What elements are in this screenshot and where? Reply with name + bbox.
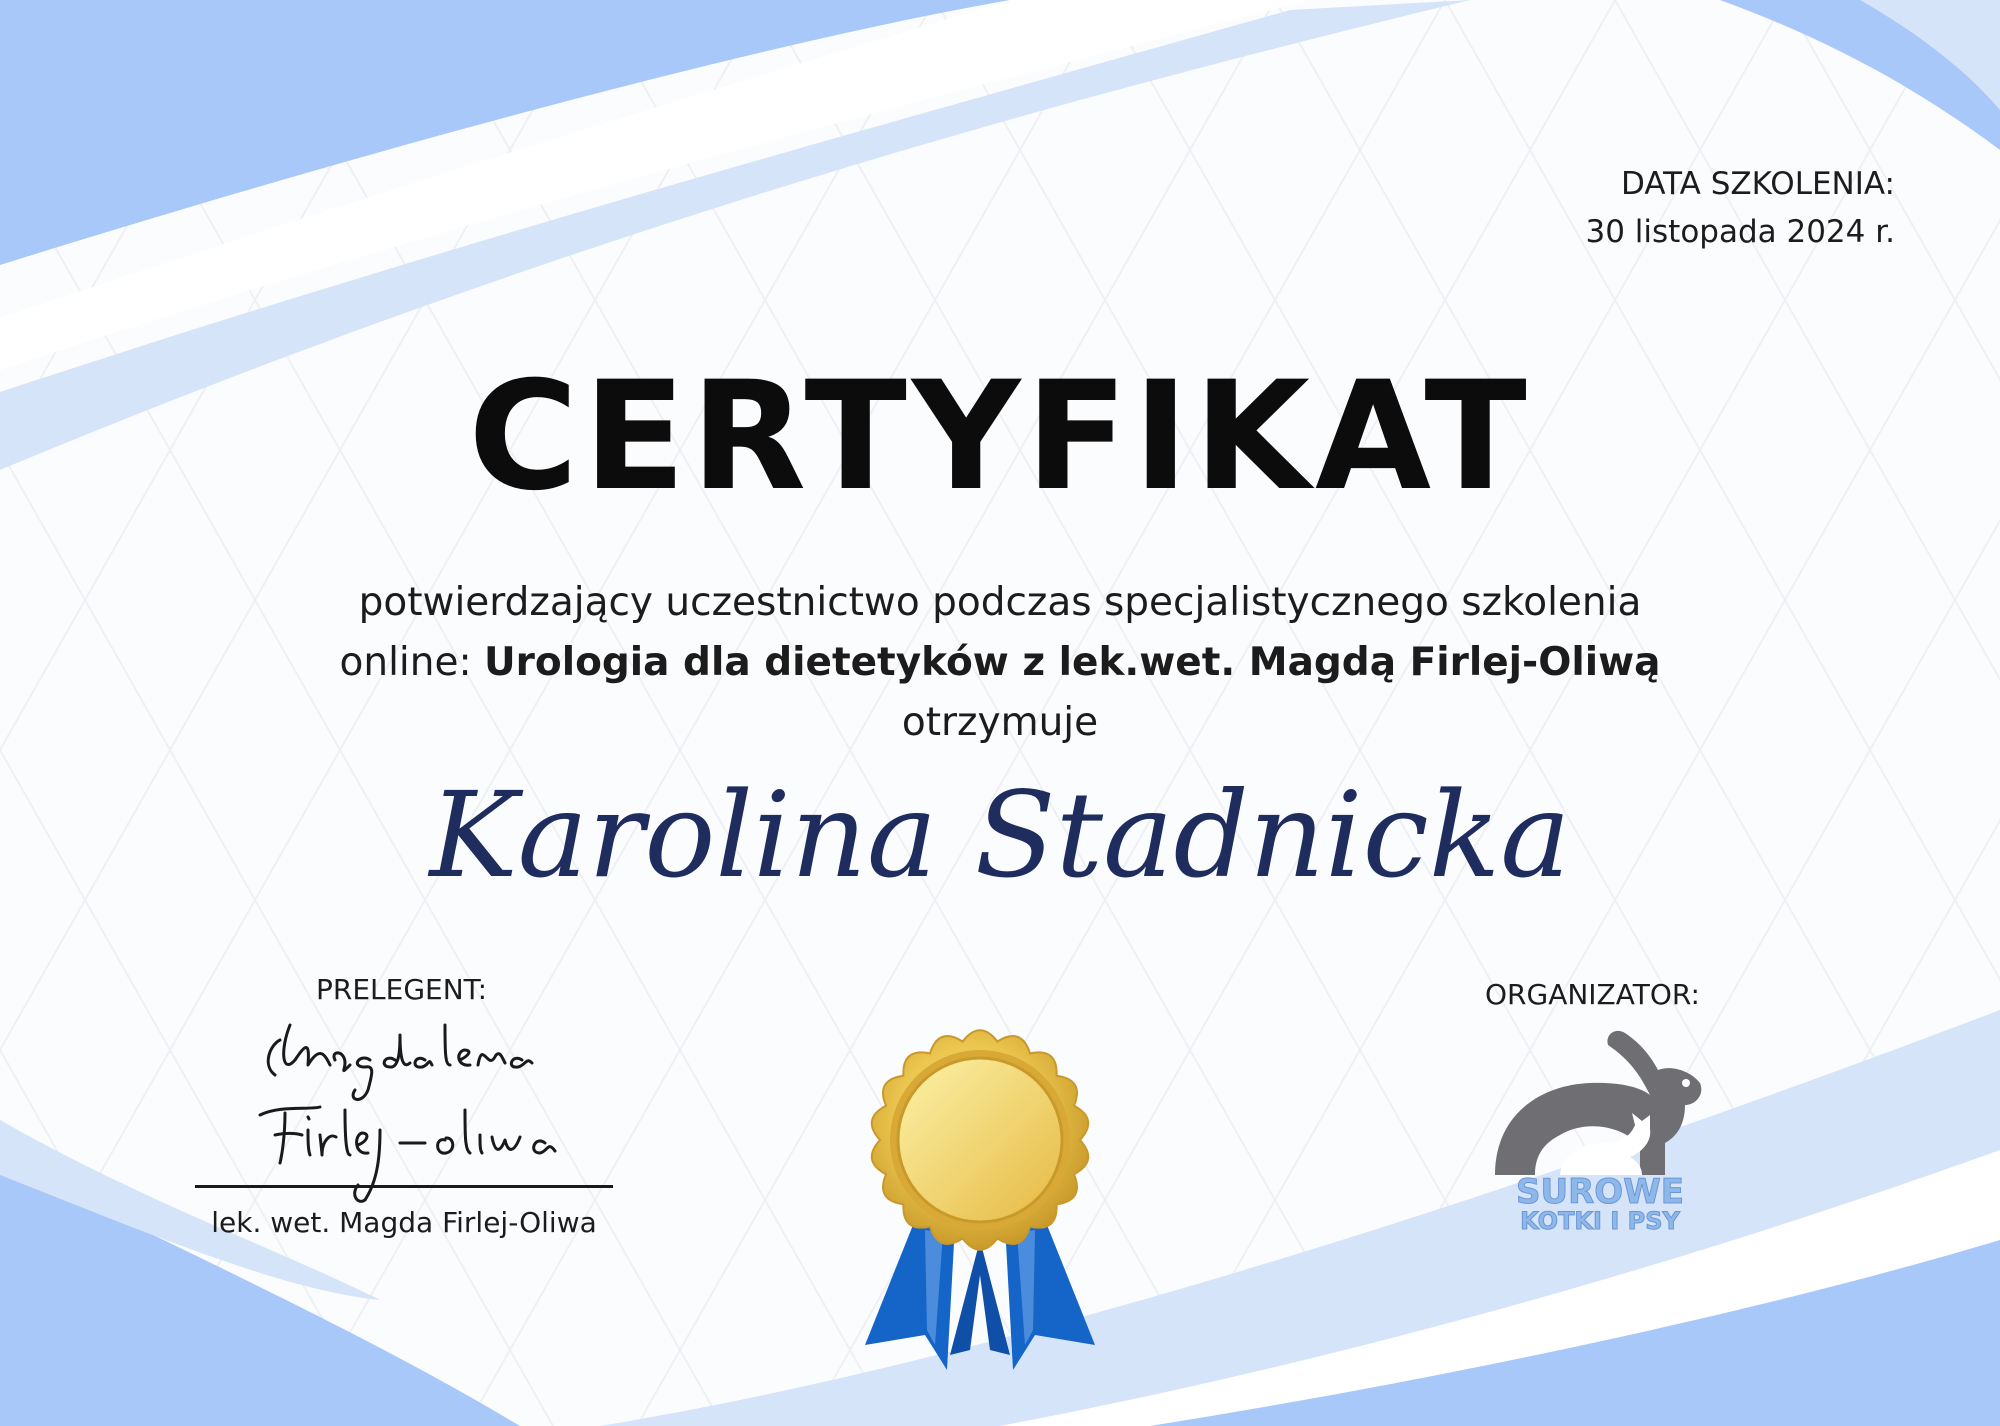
receives-text: otrzymuje — [901, 700, 1099, 745]
course-name: Urologia dla dietetyków z lek.wet. Magdą Firlej-Oliwą — [484, 640, 1661, 685]
speaker-signature — [250, 1005, 590, 1210]
certificate-description — [200, 573, 1800, 753]
intro-prefix: online: — [339, 640, 484, 685]
speaker-name: lek. wet. Magda Firlej-Oliwa — [211, 1206, 597, 1239]
date-label: DATA SZKOLENIA: — [1621, 166, 1895, 202]
training-date-block — [1585, 160, 1895, 256]
logo-text-line1: SUROWE — [1516, 1172, 1684, 1212]
speaker-label: PRELEGENT: — [316, 973, 488, 1006]
recipient-name: Karolina Stadnicka — [429, 766, 1571, 904]
certificate-title: CERTYFIKAT — [468, 350, 1532, 524]
signature-line — [195, 1185, 613, 1188]
gold-medal-icon — [855, 1025, 1105, 1380]
date-value: 30 listopada 2024 r. — [1585, 214, 1895, 250]
intro-line-1: potwierdzający uczestnictwo podczas specjalistycznego szkolenia — [358, 580, 1642, 625]
pet-logo-icon — [1490, 1025, 1710, 1235]
intro-line-2 — [200, 633, 1800, 693]
logo-text-line2: KOTKI I PSY — [1520, 1207, 1680, 1235]
organizer-label: ORGANIZATOR: — [1485, 978, 1700, 1011]
